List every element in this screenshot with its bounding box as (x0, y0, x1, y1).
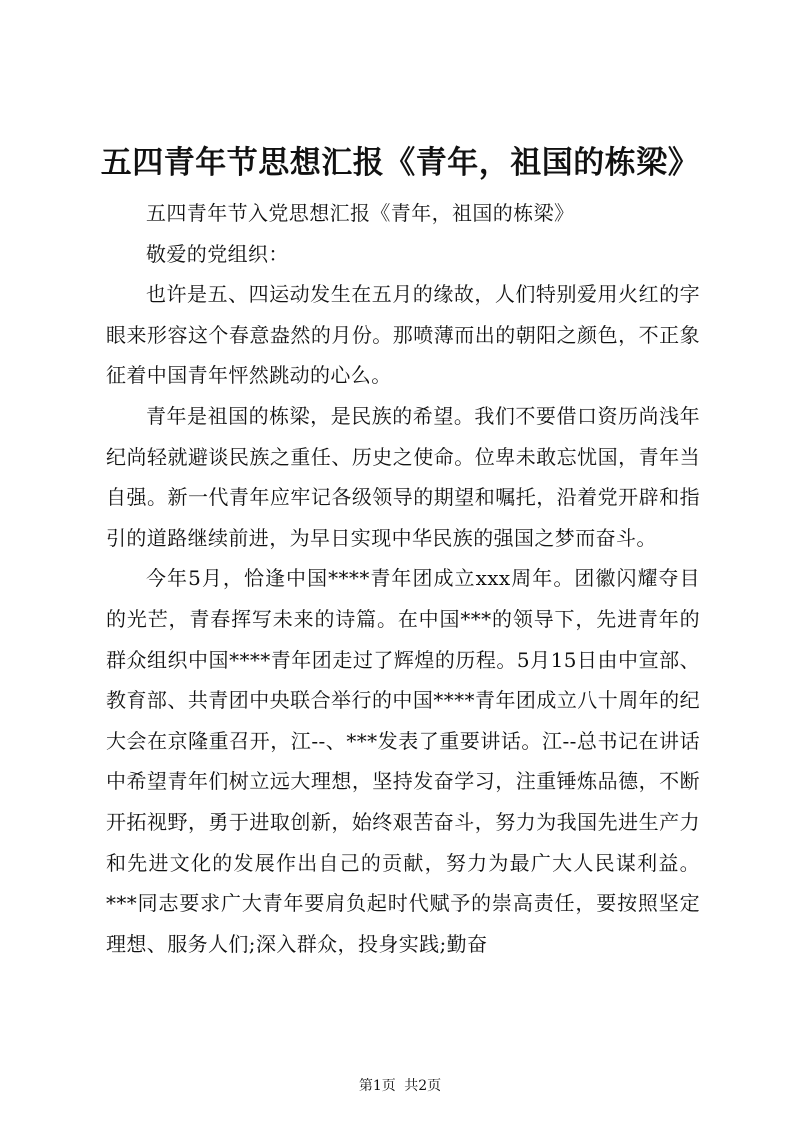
paragraph-1: 也许是五、四运动发生在五月的缘故，人们特别爱用火红的字眼来形容这个春意盎然的月份。那喷薄而出的朝阳之颜色，不正象征着中国青年怦然跳动的心么。 (106, 282, 700, 388)
paragraph-subtitle: 五四青年节入党思想汇报《青年，祖国的栋梁》 (146, 201, 575, 225)
paragraph-salutation: 敬爱的党组织： (146, 241, 289, 266)
document-body (106, 193, 700, 964)
total-pages: 共2页 (404, 1078, 442, 1094)
page-number: 第1页 (358, 1078, 396, 1094)
document-title: 五四青年节思想汇报《青年，祖国的栋梁》 (100, 145, 700, 181)
paragraph-2: 青年是祖国的栋梁，是民族的希望。我们不要借口资历尚浅年纪尚轻就避谈民族之重任、历史之使命。位卑未敢忘忧国，青年当自强。新一代青年应牢记各级领导的期望和嘱托，沿着党开辟和指引的道路继续前进，为早日实现中华民族的强国之梦而奋斗。 (106, 403, 700, 550)
page-footer (0, 1076, 800, 1096)
paragraph-3: 今年5月，恰逢中国****青年团成立xxx周年。团徽闪耀夺目的光芒，青春挥写未来的诗篇。在中国***的领导下，先进青年的群众组织中国****青年团走过了辉煌的历程。5月15日由中宣部、教育部、共青团中央联合举行的中国****青年团成立八十周年的纪大会在京隆重召开，江--、***发表了重要讲话。江--总书记在讲话中希望青年们树立远大理想，坚持发奋学习，注重锤炼品德，不断开拓视野，勇于进取创新，始终艰苦奋斗，努力为我国先进生产力和先进文化的发展作出自己的贡献，努力为最广大人民谋利益。***同志要求广大青年要肩负起时代赋予的崇高责任，要按照坚定理想、服务人们;深入群众，投身实践;勤奋 (106, 566, 700, 956)
